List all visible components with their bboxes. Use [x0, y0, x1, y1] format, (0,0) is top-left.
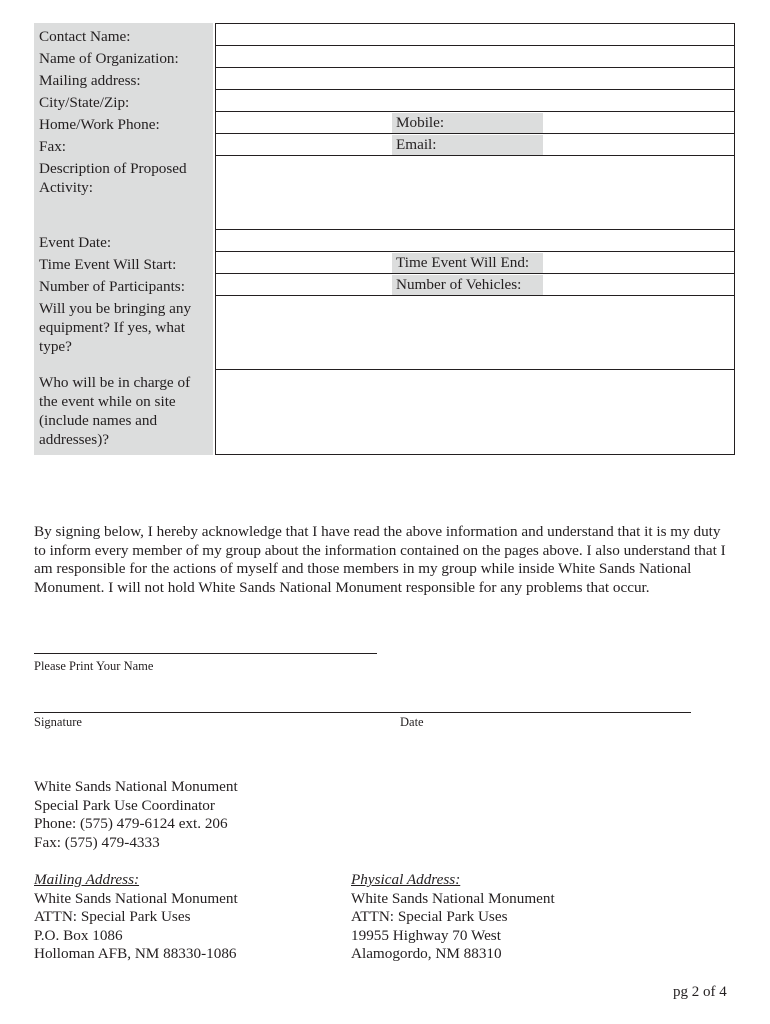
contact-phone: Phone: (575) 479-6124 ext. 206	[34, 815, 228, 833]
in-charge-label-line1: Who will be in charge of	[39, 374, 191, 391]
page-number: pg 2 of 4	[673, 984, 727, 1000]
in-charge-label-line4: addresses)?	[39, 431, 109, 448]
physical-address-heading: Physical Address:	[351, 871, 461, 888]
contact-line2: Special Park Use Coordinator	[34, 796, 215, 814]
date-label: Date	[400, 715, 424, 729]
equipment-label-line3: type?	[39, 338, 72, 355]
participants-label: Number of Participants:	[39, 278, 185, 295]
signature-label: Signature	[34, 715, 82, 729]
contact-name-label: Contact Name:	[39, 28, 131, 45]
organization-label: Name of Organization:	[39, 50, 179, 67]
mailing-line3: P.O. Box 1086	[34, 926, 123, 944]
city-state-zip-label: City/State/Zip:	[39, 94, 130, 111]
event-date-field[interactable]	[215, 229, 735, 252]
equipment-label-line1: Will you be bringing any	[39, 300, 192, 317]
description-label-line1: Description of Proposed	[39, 160, 187, 177]
in-charge-label-line2: the event while on site	[39, 393, 176, 410]
in-charge-label-line3: (include names and	[39, 412, 158, 429]
mailing-address-field[interactable]	[215, 67, 735, 90]
description-label-line2: Activity:	[39, 179, 93, 196]
fax-label: Fax:	[39, 138, 67, 155]
in-charge-field[interactable]	[215, 369, 735, 455]
mailing-line2: ATTN: Special Park Uses	[34, 908, 191, 926]
acknowledgement-text: By signing below, I hereby acknowledge that I have read the above information and understand that it is my duty to inform every member of my group about the information contained on the pages above. I also understand that I am responsible for the actions of myself and those members in my group while inside White Sands National Monument. I will not hold White Sands National Monument responsible for any problems that occur.	[34, 523, 726, 596]
mailing-address-heading: Mailing Address:	[34, 871, 140, 888]
description-field[interactable]	[215, 155, 735, 230]
mailing-address-label: Mailing address:	[39, 72, 141, 89]
print-name-label: Please Print Your Name	[34, 659, 154, 673]
organization-field[interactable]	[215, 45, 735, 68]
equipment-label-line2: equipment? If yes, what	[39, 319, 185, 336]
time-start-label: Time Event Will Start:	[39, 256, 177, 273]
mailing-address-block	[34, 871, 238, 964]
signature-date-line[interactable]	[34, 712, 691, 713]
contact-line1: White Sands National Monument	[34, 778, 238, 795]
physical-line2: ATTN: Special Park Uses	[351, 908, 508, 926]
physical-line3: 19955 Highway 70 West	[351, 926, 501, 944]
vehicles-label: Number of Vehicles:	[392, 275, 543, 295]
time-end-label: Time Event Will End:	[392, 253, 543, 273]
contact-block	[34, 778, 238, 852]
contact-fax: Fax: (575) 479-4333	[34, 833, 160, 851]
physical-line4: Alamogordo, NM 88310	[351, 945, 502, 963]
mobile-label: Mobile:	[392, 113, 543, 133]
physical-line1: White Sands National Monument	[351, 889, 555, 907]
contact-name-field[interactable]	[215, 23, 735, 46]
event-date-label: Event Date:	[39, 234, 112, 251]
city-state-zip-field[interactable]	[215, 89, 735, 112]
email-label: Email:	[392, 135, 543, 155]
permit-form	[34, 23, 735, 455]
home-work-phone-label: Home/Work Phone:	[39, 116, 160, 133]
physical-address-block	[351, 871, 555, 964]
equipment-field[interactable]	[215, 295, 735, 370]
mailing-line4: Holloman AFB, NM 88330-1086	[34, 945, 237, 963]
print-name-line[interactable]	[34, 653, 377, 654]
mailing-line1: White Sands National Monument	[34, 889, 238, 907]
